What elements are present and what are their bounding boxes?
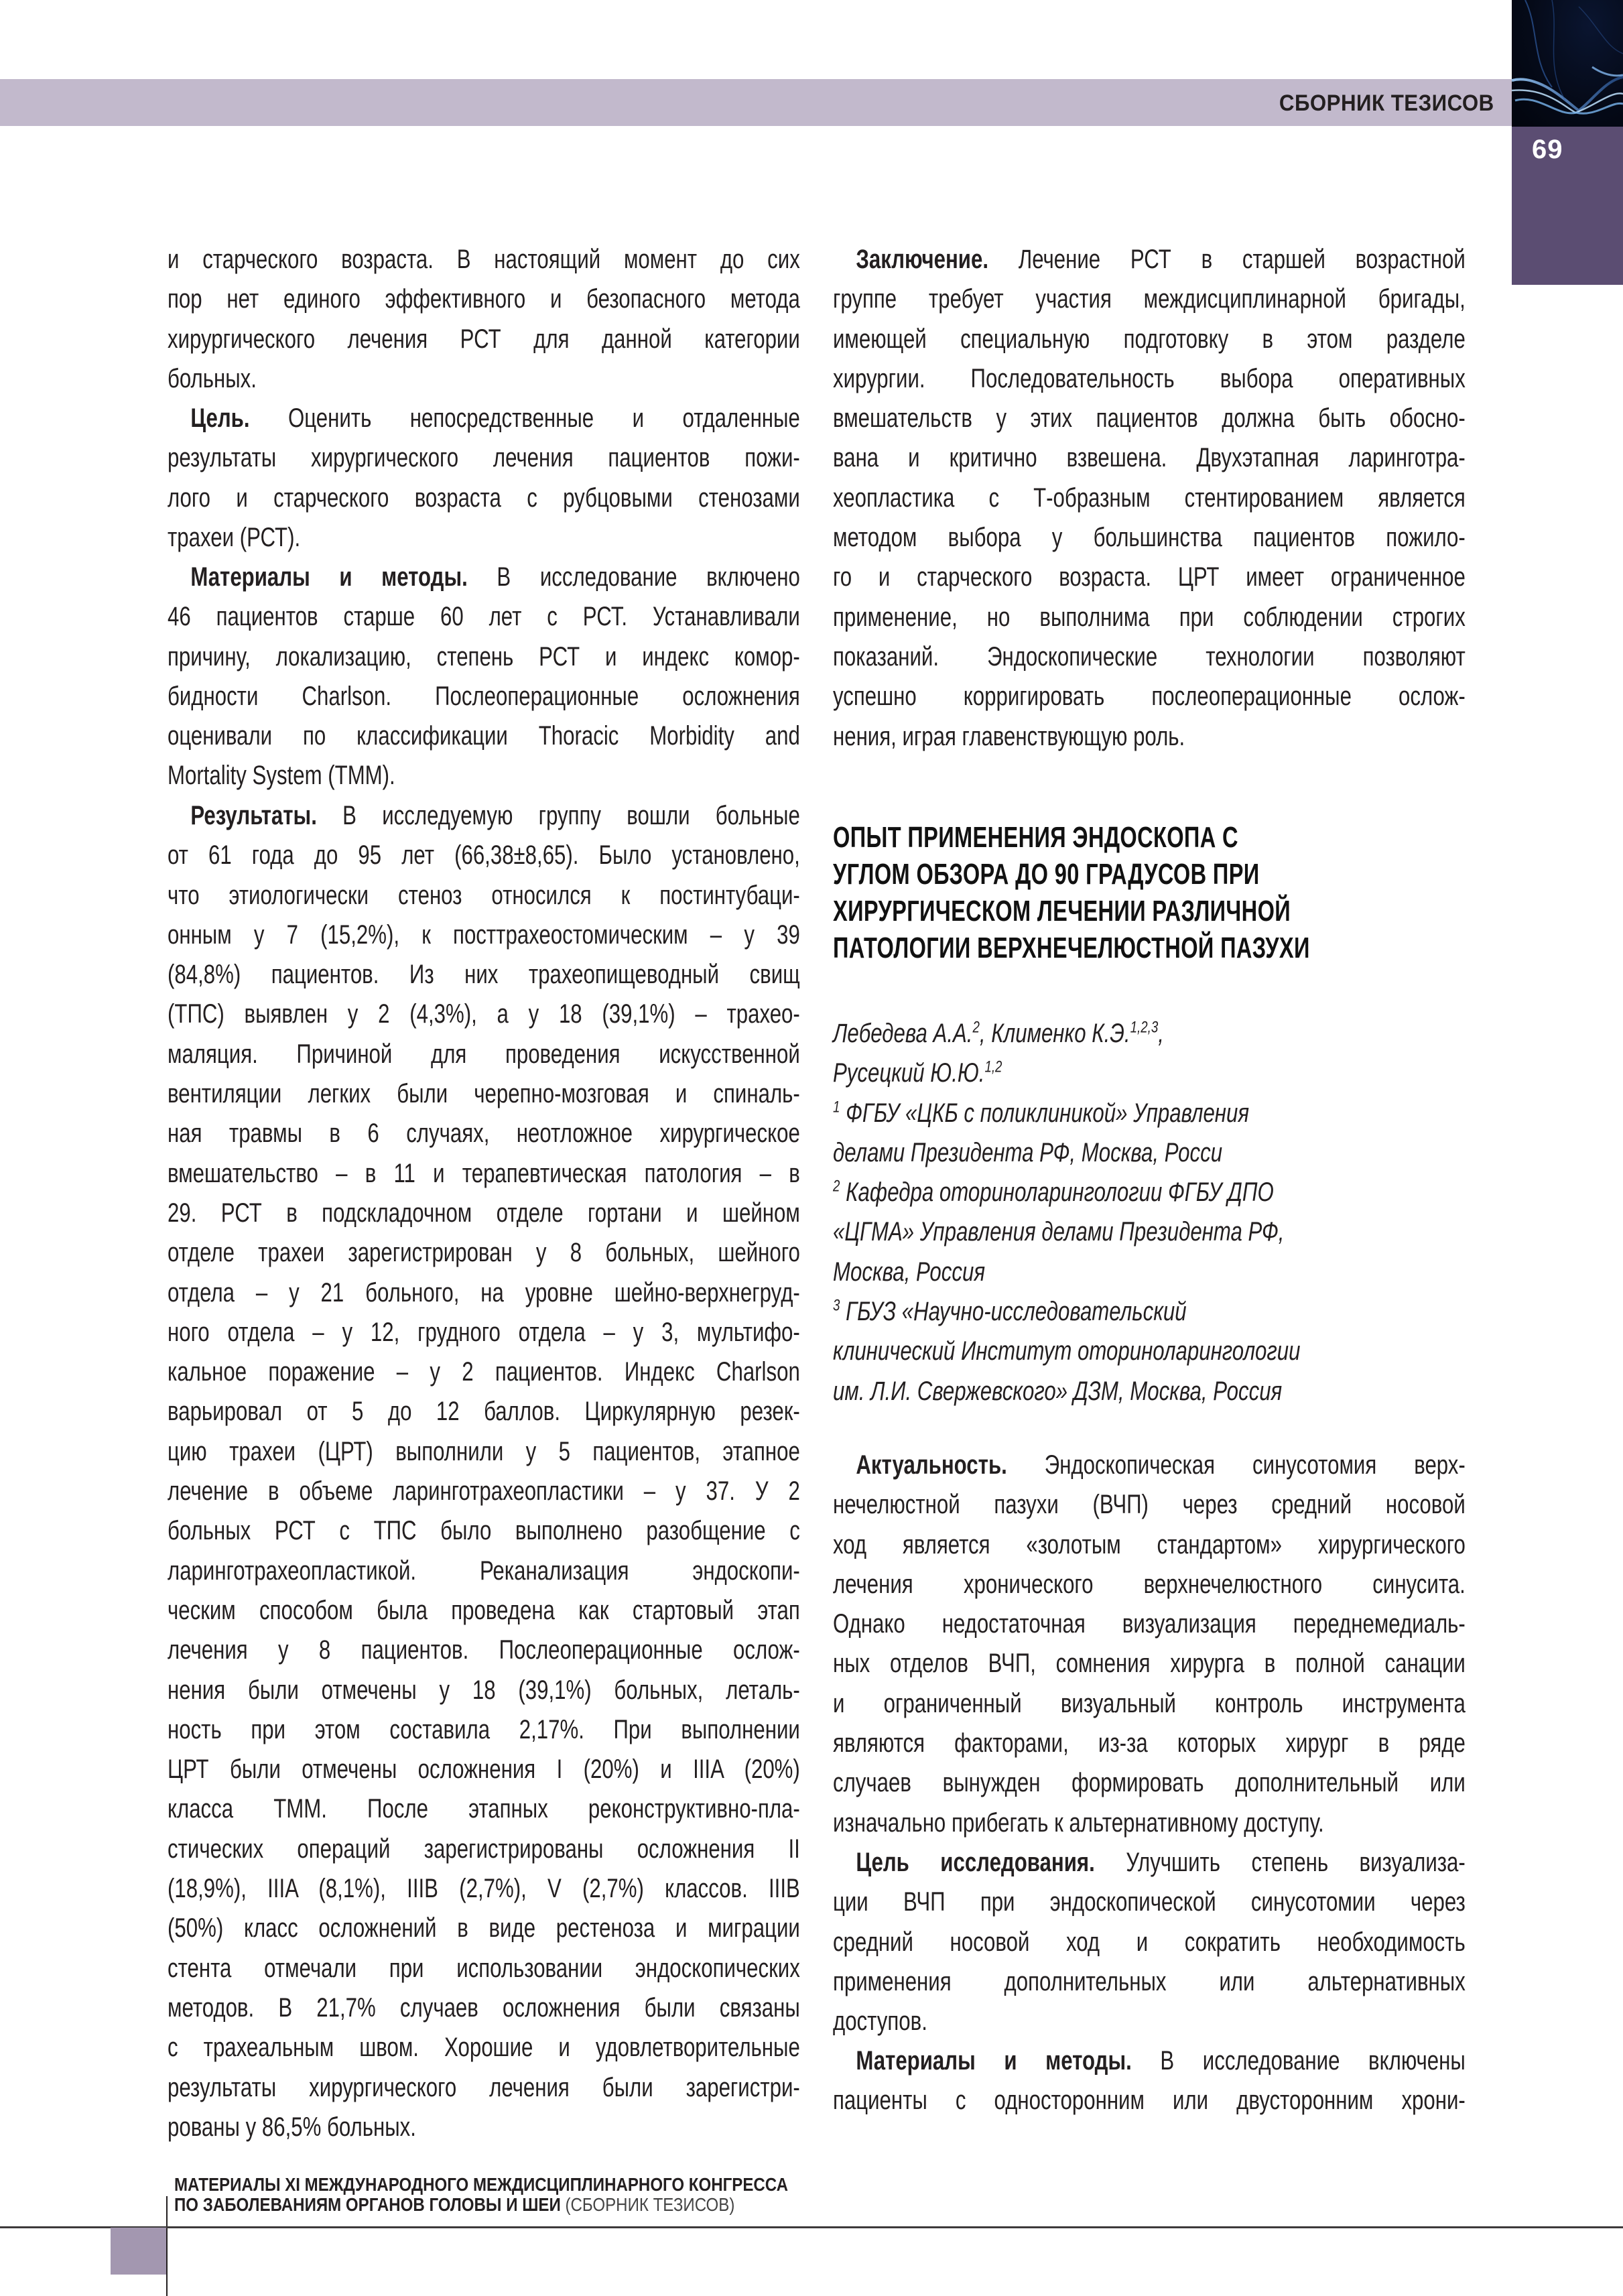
relevance-paragraph	[833, 1446, 1466, 1843]
text-line: показаний. Эндоскопические технологии позволяют	[833, 641, 1466, 672]
text-line: ных отделов ВЧП, сомнения хирурга в полной санации	[833, 1649, 1466, 1679]
text-line: методов. В 21,7% случаев осложнения были связаны	[168, 1992, 800, 2023]
text-line: класса ТММ. После этапных реконструктивно-пла-	[168, 1794, 800, 1824]
text-line: причину, локализацию, степень РСТ и индекс комор-	[168, 641, 800, 672]
text-line: методом выбора у большинства пациентов пожило-	[833, 523, 1466, 553]
text-line: изначально прибегать к альтернативному доступу.	[833, 1807, 1324, 1838]
affiliation-line: Москва, Россия	[833, 1257, 985, 1287]
text-line: Актуальность. Эндоскопическая синусотомия верх-	[856, 1450, 1466, 1480]
study-goal-label: Цель исследования.	[856, 1848, 1095, 1877]
text-line: вентиляции легких были черепно-мозговая и спиналь-	[168, 1079, 800, 1109]
study-goal-paragraph	[833, 1843, 1466, 2041]
text-line: средний носовой ход и сократить необходимость	[833, 1927, 1466, 1957]
text-line: ход является «золотым стандартом» хирургического	[833, 1529, 1466, 1559]
text-line: от 61 года до 95 лет (66,38±8,65). Было установлено,	[168, 840, 800, 871]
text-line: стента отмечали при использовании эндоскопических	[168, 1953, 800, 1983]
text-line: Материалы и методы. В исследование включены	[856, 2046, 1466, 2076]
affiliation-line: клинический Институт оториноларингологии	[833, 1336, 1301, 1366]
text-line: (ТПС) выявлен у 2 (4,3%), а у 18 (39,1%) – трахео-	[168, 999, 800, 1029]
footer-line-2: ПО ЗАБОЛЕВАНИЯМ ОРГАНОВ ГОЛОВЫ И ШЕИ (СБОРНИК ТЕЗИСОВ)	[174, 2194, 735, 2215]
intro-paragraph	[168, 240, 800, 399]
text-line: отдела – у 21 больного, на уровне шейно-верхнегруд-	[168, 1277, 800, 1308]
text-line: 46 пациентов старше 60 лет с РСТ. Устанавливали	[168, 602, 800, 632]
text-line: кальное поражение – у 2 пациентов. Индекс Charlson	[168, 1357, 800, 1387]
text-line: группе требует участия междисциплинарной бригады,	[833, 284, 1466, 314]
text-line: лечения хронического верхнечелюстного синусита.	[833, 1569, 1466, 1599]
text-line: варьировал от 5 до 12 баллов. Циркулярную резек-	[168, 1397, 800, 1427]
text-line: пор нет единого эффективного и безопасного метода	[168, 284, 800, 314]
article-title-line: ПАТОЛОГИИ ВЕРХНЕЧЕЛЮСТНОЙ ПАЗУХИ	[833, 932, 1310, 964]
text-line: Однако недостаточная визуализация переднемедиаль-	[833, 1609, 1466, 1639]
text-line: больных РСТ с ТПС было выполнено разобщение с	[168, 1516, 800, 1546]
page-number: 69	[1532, 135, 1563, 164]
article-title-line: УГЛОМ ОБЗОРА ДО 90 ГРАДУСОВ ПРИ	[833, 858, 1260, 891]
affiliation-line: делами Президента РФ, Москва, Росси	[833, 1137, 1223, 1167]
text-line: нения, играя главенствующую роль.	[833, 721, 1185, 751]
conclusion-paragraph	[833, 240, 1466, 757]
goal-paragraph	[168, 399, 800, 558]
authors-line: Русецкий Ю.Ю.$^{1,2}$	[833, 1058, 1002, 1088]
text-line: лечение в объеме ларинготрахеопластики – у 37. У 2	[168, 1476, 800, 1507]
section-title: СБОРНИК ТЕЗИСОВ	[1279, 90, 1494, 116]
relevance-label: Актуальность.	[856, 1450, 1007, 1480]
author-name: Лебедева А.А.	[833, 1019, 973, 1048]
text-line: лого и старческого возраста с рубцовыми стенозами	[168, 483, 800, 513]
text-line: вмешательство – в 11 и терапевтическая патология – в	[168, 1158, 800, 1188]
text-line: ность при этом составила 2,17%. При выполнении	[168, 1714, 800, 1744]
text-line: больных.	[168, 363, 257, 393]
text-line: хирургии. Последовательность выбора оперативных	[833, 363, 1466, 393]
text-line: являются факторами, из-за которых хирург в ряде	[833, 1728, 1466, 1759]
text-line: отделе трахеи зарегистрирован у 8 больных, шейного	[168, 1238, 800, 1268]
text-line: применение, но выполнима при соблюдении строгих	[833, 602, 1466, 632]
footer-horizontal-rule	[0, 2226, 1623, 2228]
results-paragraph	[168, 796, 800, 2147]
footer-color-block	[111, 2228, 166, 2275]
text-line: ЦРТ были отмечены осложнения I (20%) и IIIA (20%)	[168, 1755, 800, 1785]
text-line: применения дополнительных или альтернативных	[833, 1966, 1466, 1996]
affiliation-line: $^3$ ГБУЗ «Научно-исследовательский	[833, 1296, 1187, 1327]
text-line: нения были отмечены у 18 (39,1%) больных, леталь-	[168, 1675, 800, 1705]
text-line: Материалы и методы. В исследование включено	[190, 562, 800, 592]
text-line: го и старческого возраста. ЦРТ имеет ограниченное	[833, 562, 1466, 592]
goal-label: Цель.	[190, 403, 250, 433]
article-title-line: ОПЫТ ПРИМЕНЕНИЯ ЭНДОСКОПА С	[833, 821, 1238, 854]
text-line: что этиологически стеноз относился к постинтубаци-	[168, 880, 800, 910]
authors-block	[833, 1014, 1466, 1411]
text-line: Результаты. В исследуемую группу вошли больные	[190, 801, 800, 830]
text-line: (50%) класс осложнений в виде рестеноза и миграции	[168, 1913, 800, 1943]
methods-paragraph	[168, 558, 800, 796]
author-name: Русецкий Ю.Ю.	[833, 1058, 985, 1088]
text-line: нечелюстной пазухи (ВЧП) через средний носовой	[833, 1490, 1466, 1520]
text-line: хеопластика с Т-образным стентированием является	[833, 483, 1466, 513]
text-line: 29. РСТ в подскладочном отделе гортани и шейном	[168, 1198, 800, 1228]
article-title-line: ХИРУРГИЧЕСКОМ ЛЕЧЕНИИ РАЗЛИЧНОЙ	[833, 895, 1291, 928]
text-line: Заключение. Лечение РСТ в старшей возрастной	[856, 245, 1466, 274]
light-swirl-graphic	[1512, 0, 1623, 127]
text-line: Mortality System (TMM).	[168, 761, 395, 791]
affiliation-line: $^1$ ФГБУ «ЦКБ с поликлиникой» Управления	[833, 1098, 1250, 1128]
affiliation-line: «ЦГМА» Управления делами Президента РФ,	[833, 1217, 1285, 1247]
footer-vertical-rule	[166, 2196, 168, 2296]
text-line: трахеи (РСТ).	[168, 522, 301, 552]
text-line: оценивали по классификации Thoracic Morbidity and	[168, 721, 800, 751]
footer-conference-title	[174, 2175, 788, 2215]
text-line: успешно корригировать послеоперационные ослож-	[833, 682, 1466, 712]
text-line: рованы у 86,5% больных.	[168, 2112, 416, 2142]
author-name: Клименко К.Э.	[991, 1019, 1130, 1048]
text-line: и ограниченный визуальный контроль инструмента	[833, 1688, 1466, 1718]
text-line: ного отдела – у 12, грудного отдела – у 3, мультифо-	[168, 1317, 800, 1347]
text-line: (18,9%), IIIA (8,1%), IIIB (2,7%), V (2,7%) классов. IIIB	[168, 1874, 800, 1904]
text-line: (84,8%) пациентов. Из них трахеопищеводный свищ	[168, 960, 800, 990]
results-label: Результаты.	[190, 801, 317, 830]
text-line: Цель исследования. Улучшить степень визуализа-	[856, 1848, 1466, 1877]
text-line: стических операций зарегистрированы осложнения II	[168, 1834, 800, 1864]
text-line: результаты хирургического лечения были зарегистри-	[168, 2072, 800, 2102]
affiliation-line: им. Л.И. Свержевского» ДЗМ, Москва, Россия	[833, 1376, 1283, 1406]
text-line: хирургического лечения РСТ для данной категории	[168, 324, 800, 354]
authors-line: Лебедева А.А.$^2$, Клименко К.Э.$^{1,2,3}$,	[833, 1018, 1164, 1048]
text-line: пациенты с односторонним или двусторонним хрони-	[833, 2086, 1466, 2116]
text-line: имеющей специальную подготовку в этом разделе	[833, 324, 1466, 354]
methods-label: Материалы и методы.	[190, 562, 468, 592]
text-line: результаты хирургического лечения пациентов пожи-	[168, 443, 800, 473]
methods-label-2: Материалы и методы.	[856, 2046, 1132, 2076]
text-line: ции ВЧП при эндоскопической синусотомии через	[833, 1887, 1466, 1917]
conclusion-label: Заключение.	[856, 245, 989, 274]
text-line: ческим способом была проведена как стартовый этап	[168, 1595, 800, 1625]
text-line: вмешательств у этих пациентов должна быть обосно-	[833, 403, 1466, 434]
text-line: с трахеальным швом. Хорошие и удовлетворительные	[168, 2033, 800, 2063]
text-line: цию трахеи (ЦРТ) выполнили у 5 пациентов, этапное	[168, 1436, 800, 1466]
text-line: маляция. Причиной для проведения искусственной	[168, 1039, 800, 1069]
text-line: бидности Charlson. Послеоперационные осложнения	[168, 681, 800, 711]
text-line: доступов.	[833, 2006, 927, 2037]
text-line: ная травмы в 6 случаях, неотложное хирургическое	[168, 1119, 800, 1149]
text-line: онным у 7 (15,2%), к посттрахеостомическим – у 39	[168, 919, 800, 950]
footer-line-1: МАТЕРИАЛЫ XI МЕЖДУНАРОДНОГО МЕЖДИСЦИПЛИНАРНОГО КОНГРЕССА	[174, 2174, 788, 2195]
text-line: вана и критично взвешена. Двухэтапная ларинготра-	[833, 443, 1466, 473]
text-line: ларинготрахеопластикой. Реканализация эндоскопи-	[168, 1555, 800, 1586]
text-line: лечения у 8 пациентов. Послеоперационные ослож-	[168, 1635, 800, 1665]
affiliation-line: $^2$ Кафедра оториноларингологии ФГБУ ДПО	[833, 1177, 1274, 1208]
page-number-box	[1512, 127, 1623, 285]
text-line: случаев вынужден формировать дополнительный или	[833, 1768, 1466, 1798]
header-decorative-image	[1512, 0, 1623, 127]
article-title	[833, 819, 1466, 966]
text-line: и старческого возраста. В настоящий момент до сих	[168, 245, 800, 274]
text-line: Цель. Оценить непосредственные и отдаленные	[190, 403, 800, 433]
methods-paragraph-2	[833, 2041, 1466, 2121]
